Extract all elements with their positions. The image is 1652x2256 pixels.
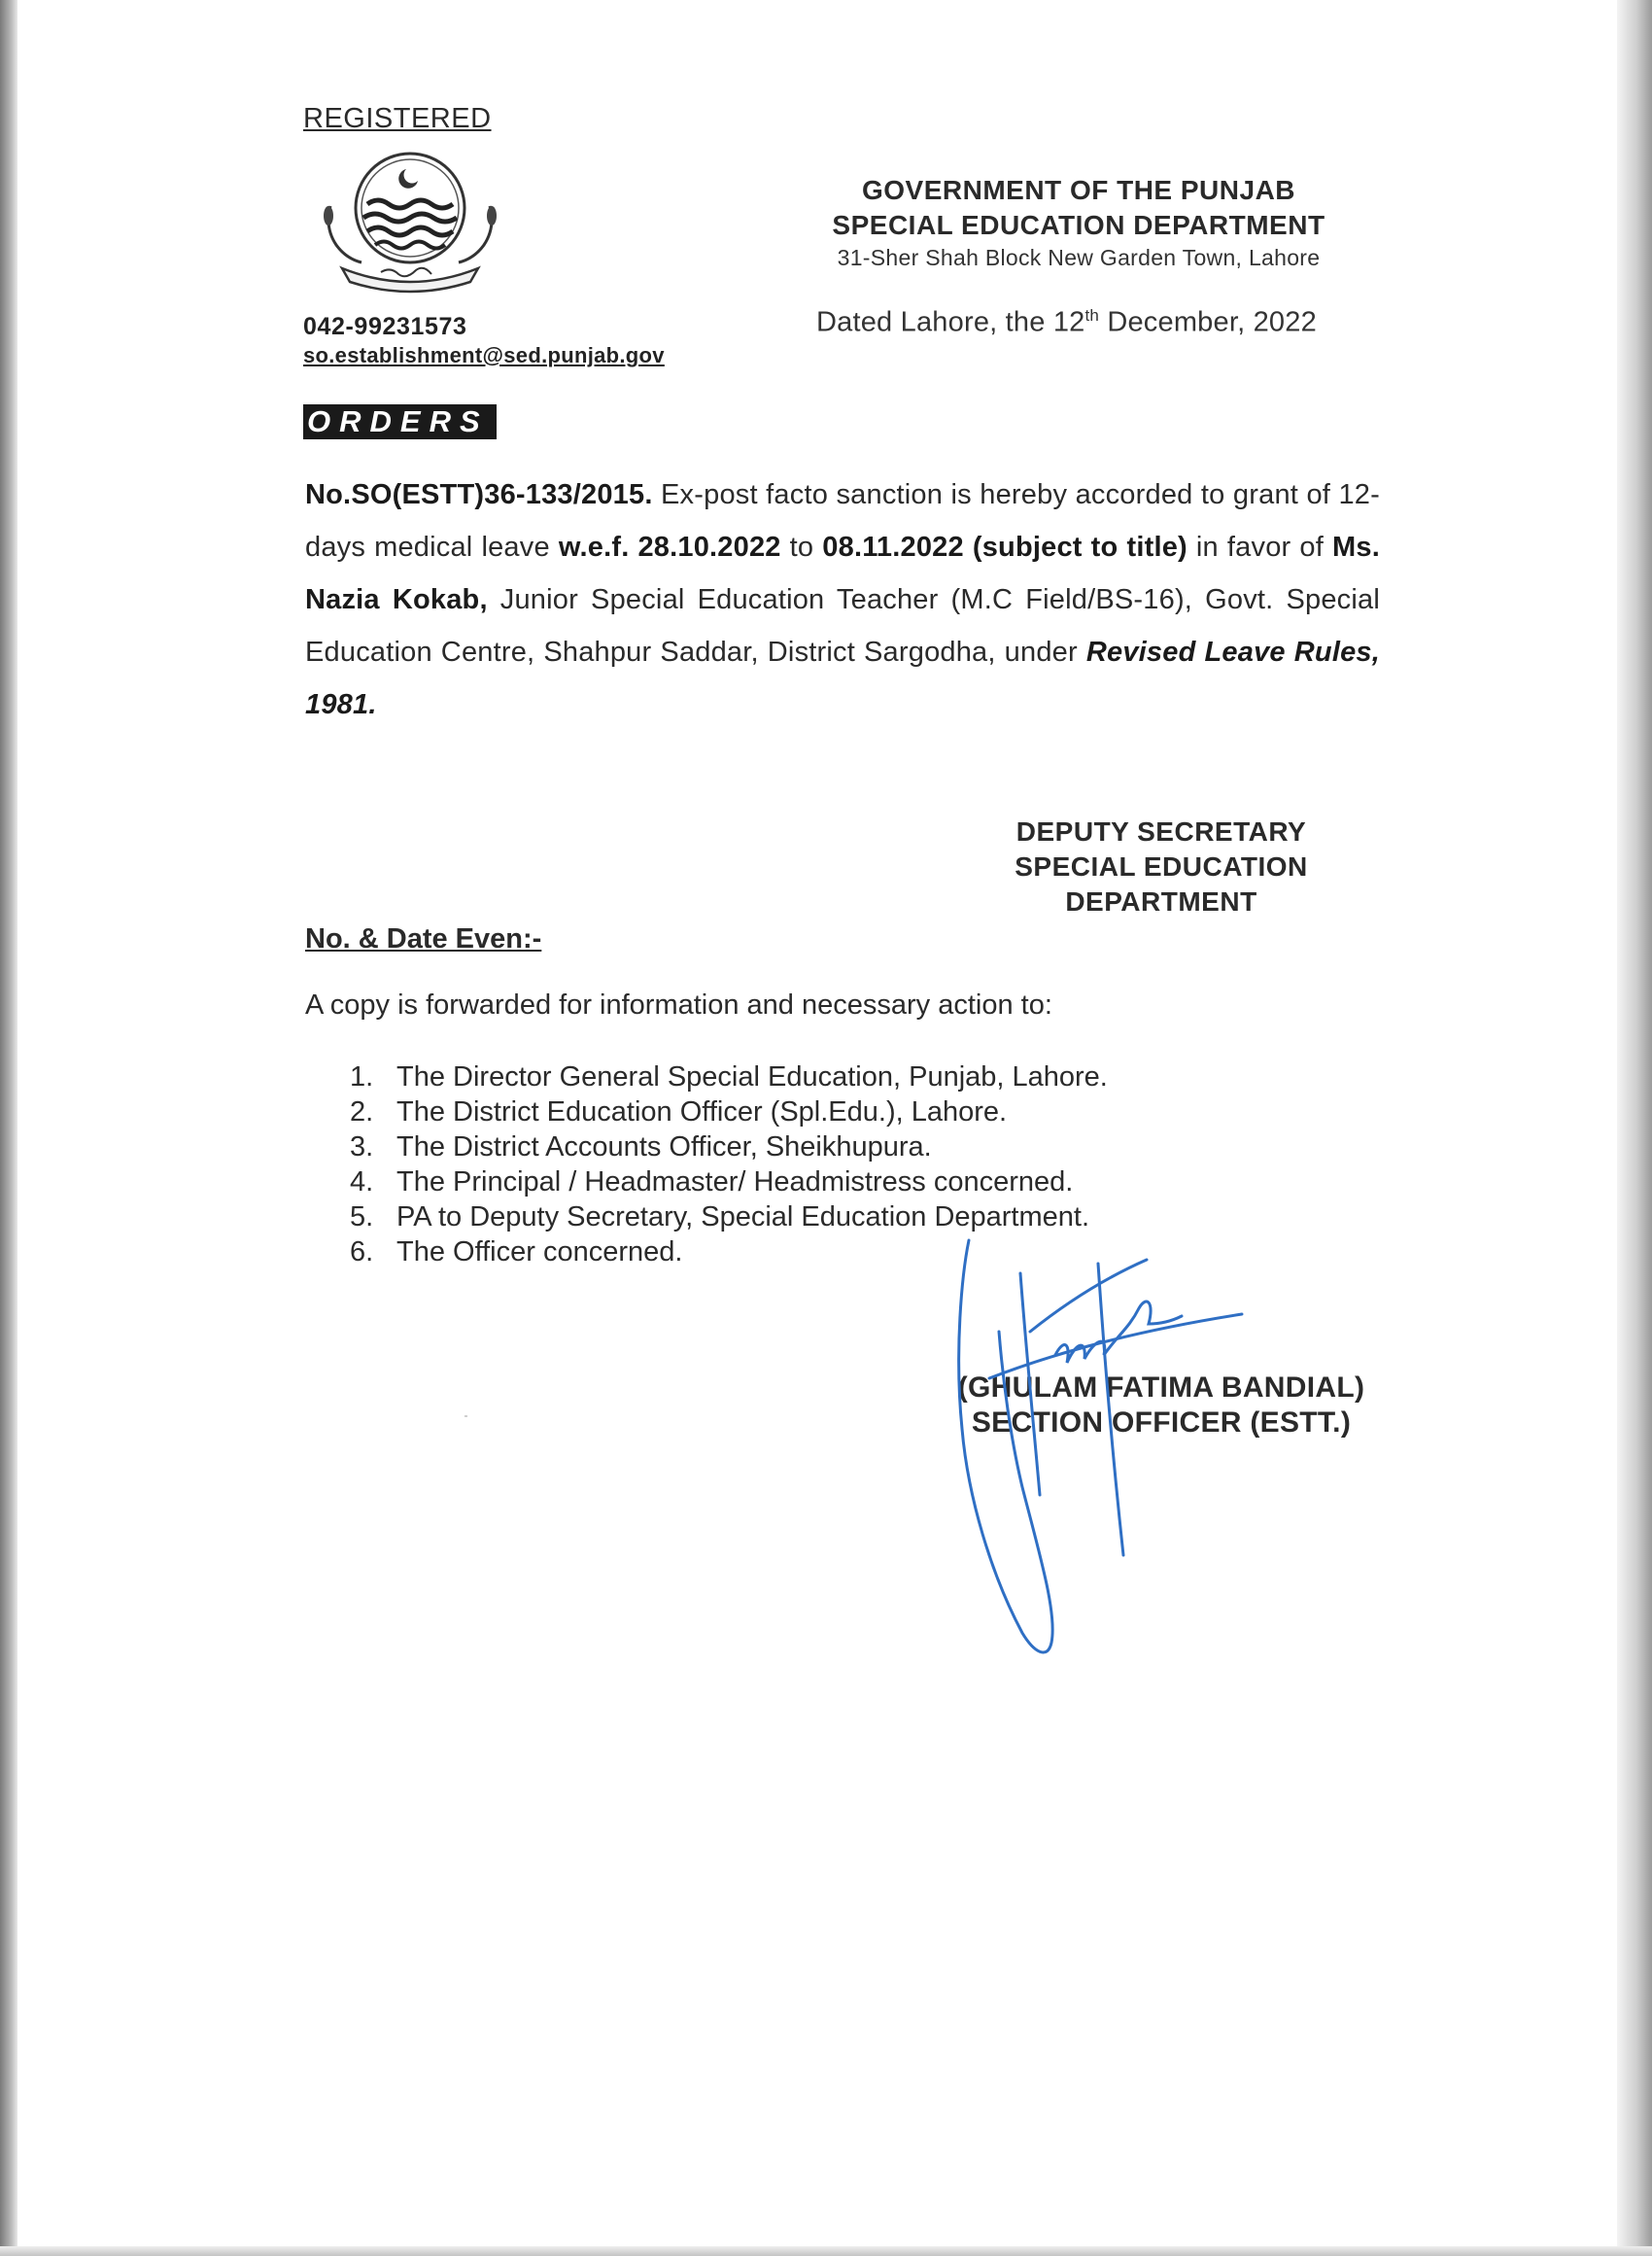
phone-number: 042-99231573 (303, 313, 467, 340)
department-address: 31-Sher Shah Block New Garden Town, Lahore (837, 245, 1321, 270)
list-item-text: PA to Deputy Secretary, Special Education Department. (396, 1201, 1090, 1232)
department-title: SPECIAL EDUCATION DEPARTMENT (832, 210, 1325, 240)
no-date-even-label: No. & Date Even:- (305, 923, 542, 954)
order-text-4: Junior Special Education Teacher (M.C Field/BS-16), Govt. Special Education Centre, Shahpur Saddar, District Sargodha, under (305, 584, 1380, 668)
dated-prefix: Dated Lahore, the 12 (816, 306, 1085, 338)
scan-edge-right (1617, 0, 1652, 2256)
scan-edge-bottom (0, 2246, 1652, 2256)
effective-from-date: w.e.f. 28.10.2022 (558, 532, 781, 563)
signatory-line-2: SPECIAL EDUCATION (1015, 851, 1308, 882)
list-item-text: The Officer concerned. (396, 1236, 683, 1267)
signature-mark (933, 1234, 1263, 1672)
orders-heading: ORDERS (303, 404, 497, 439)
list-item-text: The District Accounts Officer, Sheikhupura. (396, 1131, 932, 1163)
list-item-text: The Director General Special Education, Punjab, Lahore. (396, 1061, 1108, 1093)
list-item-text: The District Education Officer (Spl.Edu.), Lahore. (396, 1096, 1008, 1128)
list-item-number: 3. (350, 1131, 374, 1163)
order-text-2: to (780, 532, 823, 563)
order-text-1: Ex-post facto sanction is hereby accorded to grant of 12-days medical leave (305, 479, 1380, 563)
list-item-number: 4. (350, 1166, 374, 1197)
officer-title: SECTION OFFICER (ESTT.) (971, 1406, 1352, 1439)
reference-number: No.SO(ESTT)36-133/2015. (305, 479, 653, 510)
scan-edge-left (0, 0, 17, 2256)
officer-name: (GHULAM FATIMA BANDIAL) (957, 1371, 1365, 1404)
employee-name: Ms. Nazia Kokab, (305, 532, 1380, 615)
list-item-number: 1. (350, 1061, 374, 1093)
email-address: so.establishment@sed.punjab.gov (303, 343, 665, 367)
list-item (350, 1129, 1108, 1164)
list-item-number: 5. (350, 1201, 374, 1232)
letterhead (748, 173, 1409, 272)
scan-speck (465, 1415, 467, 1417)
signatory-line-3: DEPARTMENT (1065, 886, 1257, 917)
leave-rules: Revised Leave Rules, 1981. (305, 637, 1380, 720)
dated-ordinal: th (1084, 306, 1100, 325)
government-title: GOVERNMENT OF THE PUNJAB (861, 175, 1296, 205)
copy-forwarded-intro: A copy is forwarded for information and necessary action to: (305, 989, 1052, 1021)
punjab-emblem-icon (313, 148, 507, 301)
list-item (350, 1094, 1108, 1129)
dated-suffix: December, 2022 (1099, 306, 1317, 338)
signatory-line-1: DEPUTY SECRETARY (1015, 816, 1307, 847)
list-item (350, 1199, 1108, 1234)
effective-to-date: 08.11.2022 (subject to title) (822, 532, 1187, 563)
list-item-number: 6. (350, 1236, 374, 1267)
registered-label: REGISTERED (303, 103, 492, 134)
list-item-text: The Principal / Headmaster/ Headmistress concerned. (396, 1166, 1074, 1197)
dated-line (816, 306, 1317, 339)
order-paragraph (305, 469, 1380, 731)
order-text-3: in favor of (1187, 532, 1333, 563)
list-item (350, 1164, 1108, 1199)
list-item (350, 1059, 1108, 1094)
deputy-secretary-block (962, 815, 1360, 920)
list-item-number: 2. (350, 1096, 374, 1128)
